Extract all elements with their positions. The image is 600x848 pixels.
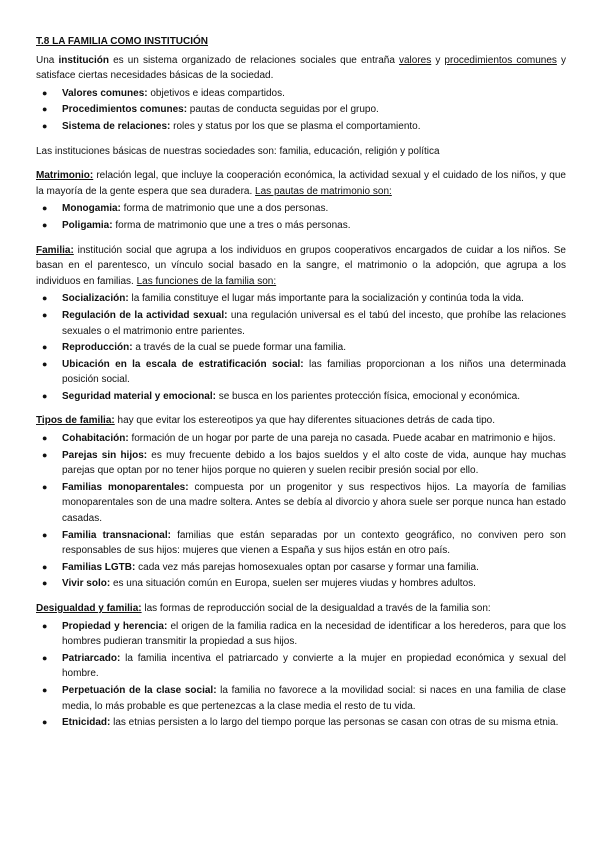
item-term: Propiedad y herencia: xyxy=(62,620,168,632)
item-text: una regulación universal es el tabú del incesto, que prohíbe las relaciones sexuales o el matrimonio entre parientes. xyxy=(62,309,566,337)
list-item: ● Familias LGTB: cada vez más parejas homosexuales optan por casarse y formar una familia. xyxy=(42,561,479,573)
list-item: ● Familias monoparentales: compuesta por un progenitor y sus respectivos hijos. La mayoría de familias monoparentales son de una madre soltera. Antes se debía al divorcio y ahora suele ser porque nunca han estado casadas. xyxy=(42,481,567,525)
matrimonio-paragraph xyxy=(36,168,566,199)
list-item: ● Socialización: la familia constituye el lugar más importante para la socialización y continúa toda la vida. xyxy=(42,293,524,305)
item-term: Socialización: xyxy=(62,293,129,305)
familia-paragraph xyxy=(36,243,566,290)
list-item: ● Valores comunes: objetivos e ideas compartidos. xyxy=(42,87,285,99)
item-text: compuesta por un progenitor y sus respectivos hijos. La mayoría de familias monoparentales son de una madre soltera. Antes se debía al divorcio y ahora suele ser porque nunca han estado casadas. xyxy=(62,481,567,525)
item-term: Valores comunes: xyxy=(62,87,148,99)
desigualdad-list xyxy=(36,619,566,731)
item-term: Perpetuación de la clase social: xyxy=(62,684,217,696)
page-title: T.8 LA FAMILIA COMO INSTITUCIÓN xyxy=(36,36,209,47)
item-text: la familia constituye el lugar más importante para la socialización y continúa toda la vida. xyxy=(128,293,524,305)
item-text: forma de matrimonio que une a dos personas. xyxy=(120,203,329,215)
list-item: ● Vivir solo: es una situación común en Europa, suelen ser mujeres viudas y hombres adultos. xyxy=(42,578,476,590)
item-term: Procedimientos comunes: xyxy=(62,104,188,116)
document-page xyxy=(36,34,566,732)
intro-text: y xyxy=(431,54,445,66)
intro-text: y satisface ciertas necesidades básicas de la sociedad. xyxy=(36,54,566,82)
item-text: a través de la cual se puede formar una familia. xyxy=(132,342,347,354)
item-text: el origen de la familia radica en la necesidad de identificar a los herederos, para que los hombres pudieran transmitir la propiedad a sus hijos. xyxy=(62,620,566,648)
list-item: ● Ubicación en la escala de estratificación social: las familias proporcionan a los niños una determinada posición social. xyxy=(42,358,566,386)
section-text: hay que evitar los estereotipos ya que hay diferentes situaciones detrás de cada tipo. xyxy=(114,415,495,427)
item-text: familias que están separadas por un contexto geográfico, no conviven pero son responsables de sus hijos: mujeres que vienen a España y sus hijos están en otro país. xyxy=(62,529,566,557)
section-heading: Desigualdad y familia: xyxy=(36,603,142,614)
desigualdad-paragraph xyxy=(36,601,566,617)
item-text: formación de un hogar por parte de una pareja no casada. Puede acabar en matrimonio e hijos. xyxy=(128,433,556,445)
item-term: Familia transnacional: xyxy=(62,529,171,541)
list-item: ● Sistema de relaciones: roles y status por los que se plasma el comportamiento. xyxy=(42,120,421,132)
list-item: ● Monogamia: forma de matrimonio que une a dos personas. xyxy=(42,203,329,215)
item-text: las familias proporcionan a los niños una determinada posición social. xyxy=(62,358,566,386)
item-term: Ubicación en la escala de estratificación social: xyxy=(62,358,304,370)
item-term: Sistema de relaciones: xyxy=(62,120,171,132)
intro-list xyxy=(36,86,566,135)
list-item: ● Etnicidad: las etnias persisten a lo largo del tiempo porque las personas se casan con otras de su misma etnia. xyxy=(42,717,559,729)
item-text: pautas de conducta seguidas por el grupo. xyxy=(187,104,379,116)
matrimonio-list xyxy=(36,201,566,233)
section-subheading: Las funciones de la familia son: xyxy=(136,275,277,287)
item-term: Seguridad material y emocional: xyxy=(62,390,216,402)
list-item: ● Patriarcado: la familia incentiva el patriarcado y convierte a la mujer en propiedad económica y sexual del hombre. xyxy=(42,652,566,680)
item-text: forma de matrimonio que une a tres o más personas. xyxy=(112,219,351,231)
list-item: ● Poligamia: forma de matrimonio que une a tres o más personas. xyxy=(42,219,351,231)
intro-text: es un sistema organizado de relaciones sociales que entraña xyxy=(109,54,399,66)
section-text: las formas de reproducción social de la desigualdad a través de la familia son: xyxy=(141,603,491,614)
list-item: ● Regulación de la actividad sexual: una regulación universal es el tabú del incesto, que prohíbe las relaciones sexuales o el matrimonio entre parientes. xyxy=(42,309,566,337)
section-heading: Tipos de familia: xyxy=(36,415,115,427)
intro-text: Una xyxy=(36,54,59,66)
item-text: es muy frecuente debido a los bajos sueldos y el alto coste de vida, aunque hay muchas parejas que optan por no tener hijos porque no quieren y suelen recibir presión social por ello. xyxy=(62,449,566,477)
item-text: las etnias persisten a lo largo del tiempo porque las personas se casan con otras de su misma etnia. xyxy=(110,717,559,729)
section-text: institución social que agrupa a los individuos en grupos cooperativos encargados de cuidar a los niños. Se basan en el parentesco, un vínculo social basado en la sangre, el matrimonio o la adopción, que agrupa a los individuos en familias. xyxy=(36,244,566,287)
item-term: Familias monoparentales: xyxy=(62,481,189,493)
item-text: roles y status por los que se plasma el comportamiento. xyxy=(170,120,421,132)
intro-term: institución xyxy=(58,54,109,66)
list-item: ● Reproducción: a través de la cual se puede formar una familia. xyxy=(42,342,347,354)
familia-list xyxy=(36,291,566,404)
section-heading: Matrimonio: xyxy=(36,170,94,182)
item-term: Etnicidad: xyxy=(62,717,111,729)
item-term: Monogamia: xyxy=(62,203,121,215)
basic-institutions-paragraph: Las instituciones básicas de nuestras sociedades son: familia, educación, religión y política xyxy=(36,145,440,157)
item-term: Parejas sin hijos: xyxy=(62,449,148,461)
list-item: ● Familia transnacional: familias que están separadas por un contexto geográfico, no conviven pero son responsables de sus hijos: mujeres que vienen a España y sus hijos están en otro país. xyxy=(42,529,566,557)
list-item: ● Propiedad y herencia: el origen de la familia radica en la necesidad de identificar a los herederos, para que los hombres pudieran transmitir la propiedad a sus hijos. xyxy=(42,620,566,648)
list-item: ● Seguridad material y emocional: se busca en los parientes protección física, emocional y económica. xyxy=(42,390,520,402)
list-item: ● Parejas sin hijos: es muy frecuente debido a los bajos sueldos y el alto coste de vida, aunque hay muchas parejas que optan por no tener hijos porque no quieren y suelen recibir presión social por ello. xyxy=(42,449,566,477)
item-text: objetivos e ideas compartidos. xyxy=(147,87,285,99)
item-term: Vivir solo: xyxy=(62,578,111,590)
list-item: ● Perpetuación de la clase social: la familia no favorece a la movilidad social: si naces en una familia de clase media, lo más probable es que pertenezcas a la clase media el resto de tu vida. xyxy=(42,684,566,712)
section-heading: Familia: xyxy=(36,244,74,256)
item-term: Patriarcado: xyxy=(62,652,121,664)
item-term: Regulación de la actividad sexual: xyxy=(62,309,228,321)
section-text: relación legal, que incluye la cooperación económica, la actividad sexual y el cuidado de los niños, y que la mayoría de la gente espera que sea duradera. xyxy=(36,170,566,197)
item-term: Familias LGTB: xyxy=(62,561,136,573)
item-term: Poligamia: xyxy=(62,219,113,231)
item-term: Reproducción: xyxy=(62,342,133,354)
item-text: la familia no favorece a la movilidad social: si naces en una familia de clase media, lo más probable es que pertenezcas a la clase media el resto de tu vida. xyxy=(62,684,566,712)
list-item: ● Procedimientos comunes: pautas de conducta seguidas por el grupo. xyxy=(42,104,379,116)
item-text: se busca en los parientes protección física, emocional y económica. xyxy=(215,390,520,402)
intro-paragraph xyxy=(36,53,566,84)
intro-underlined: procedimientos comunes xyxy=(444,54,557,66)
section-subheading: Las pautas de matrimonio son: xyxy=(255,185,392,197)
intro-underlined: valores xyxy=(398,54,432,66)
tipos-list xyxy=(36,431,566,592)
item-text: la familia incentiva el patriarcado y convierte a la mujer en propiedad económica y sexual del hombre. xyxy=(62,652,566,680)
item-text: es una situación común en Europa, suelen ser mujeres viudas y hombres adultos. xyxy=(110,578,476,590)
item-term: Cohabitación: xyxy=(62,433,129,445)
tipos-paragraph xyxy=(36,413,566,429)
list-item: ● Cohabitación: formación de un hogar por parte de una pareja no casada. Puede acabar en matrimonio e hijos. xyxy=(42,433,556,445)
item-text: cada vez más parejas homosexuales optan por casarse y formar una familia. xyxy=(135,561,479,573)
